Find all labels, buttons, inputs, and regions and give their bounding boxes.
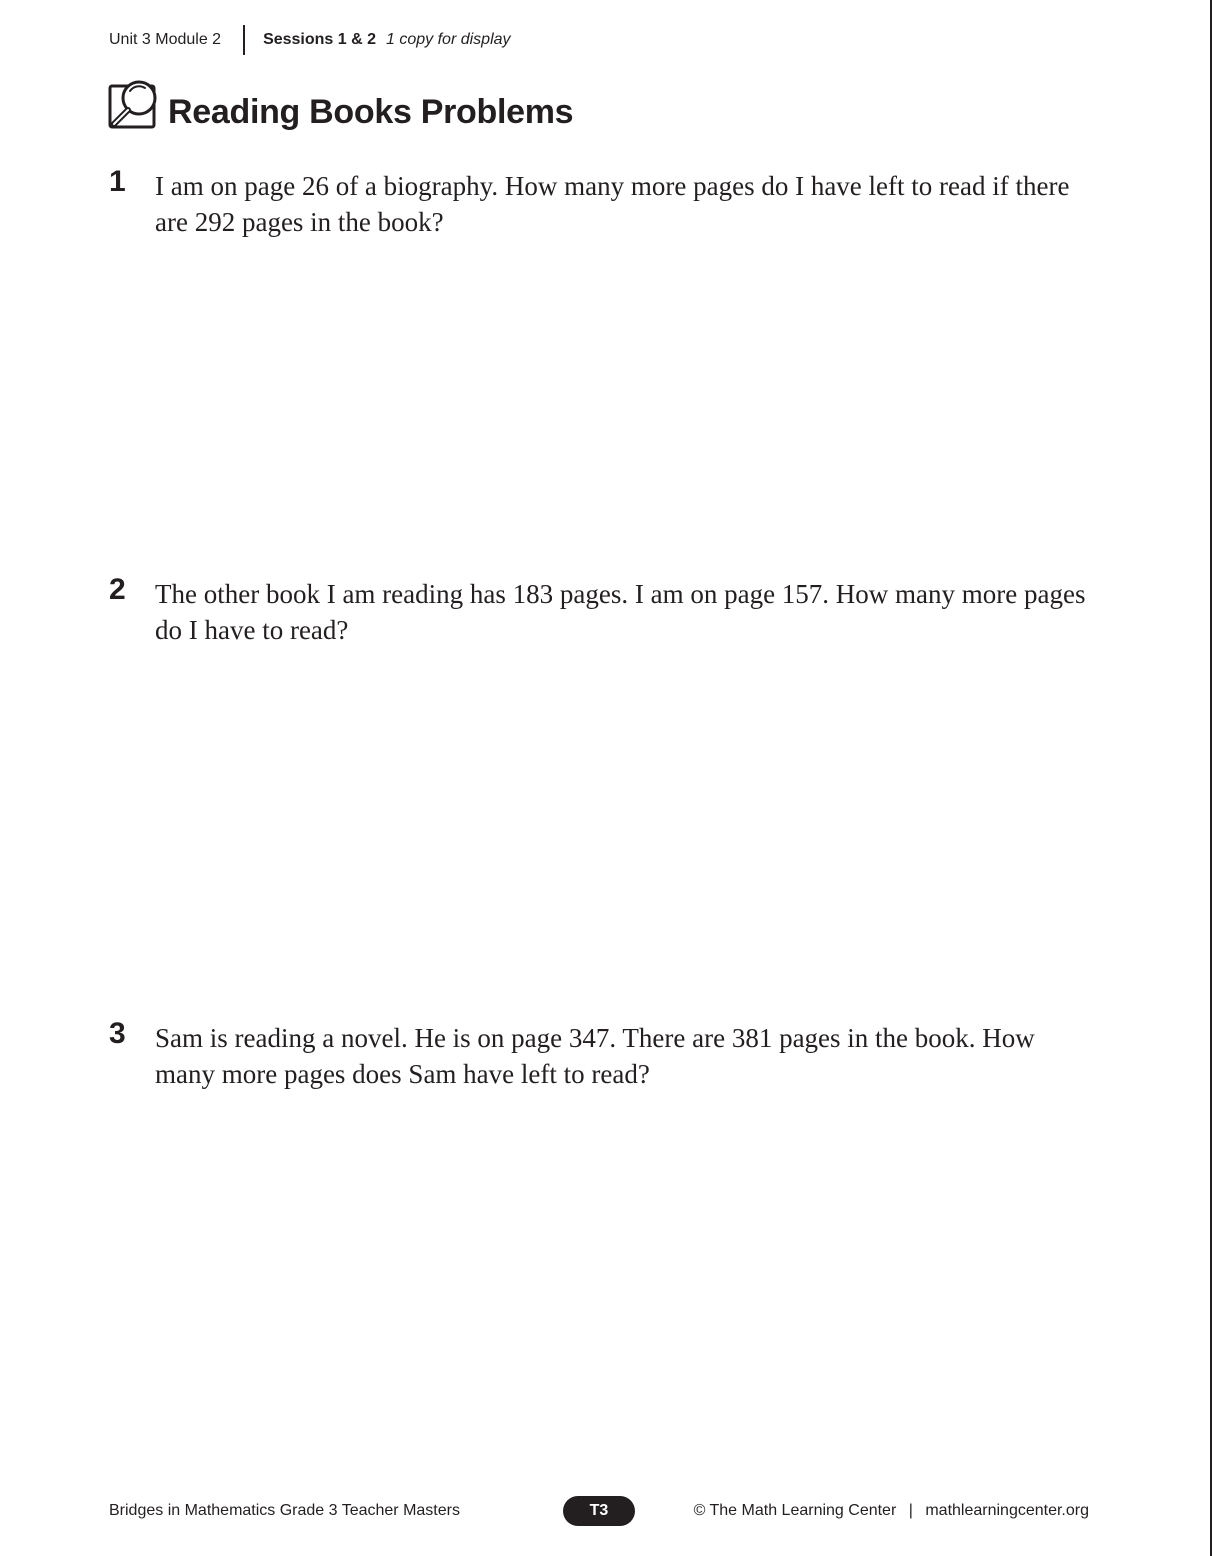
copyright-text: © The Math Learning Center	[693, 1502, 897, 1519]
footer-credits	[694, 1502, 1089, 1520]
page-footer	[109, 1496, 1089, 1528]
problem-number: 3	[109, 1017, 126, 1050]
problem-number: 1	[109, 165, 126, 198]
title-row	[108, 78, 573, 130]
copy-note: 1 copy for display	[386, 31, 511, 48]
footer-separator: |	[908, 1502, 913, 1519]
page-number-badge: T3	[563, 1496, 635, 1526]
unit-module-label: Unit 3 Module 2	[109, 31, 222, 48]
problem-text: The other book I am reading has 183 pages. I am on page 157. How many more pages do I have to read?	[155, 579, 1086, 645]
publication-title: Bridges in Mathematics Grade 3 Teacher Masters	[109, 1502, 460, 1519]
problem-text: Sam is reading a novel. He is on page 347. There are 381 pages in the book. How many more pages does Sam have left to read?	[155, 1023, 1035, 1089]
problem-text: I am on page 26 of a biography. How many more pages do I have left to read if there are 292 pages in the book?	[155, 171, 1070, 237]
header-divider	[243, 25, 245, 55]
website-link[interactable]: mathlearningcenter.org	[925, 1502, 1089, 1519]
page-title: Reading Books Problems	[168, 93, 574, 131]
page-header	[109, 24, 511, 56]
sessions-label: Sessions 1 & 2	[263, 31, 377, 48]
magnifier-icon	[108, 78, 160, 130]
problem-number: 2	[109, 573, 126, 606]
